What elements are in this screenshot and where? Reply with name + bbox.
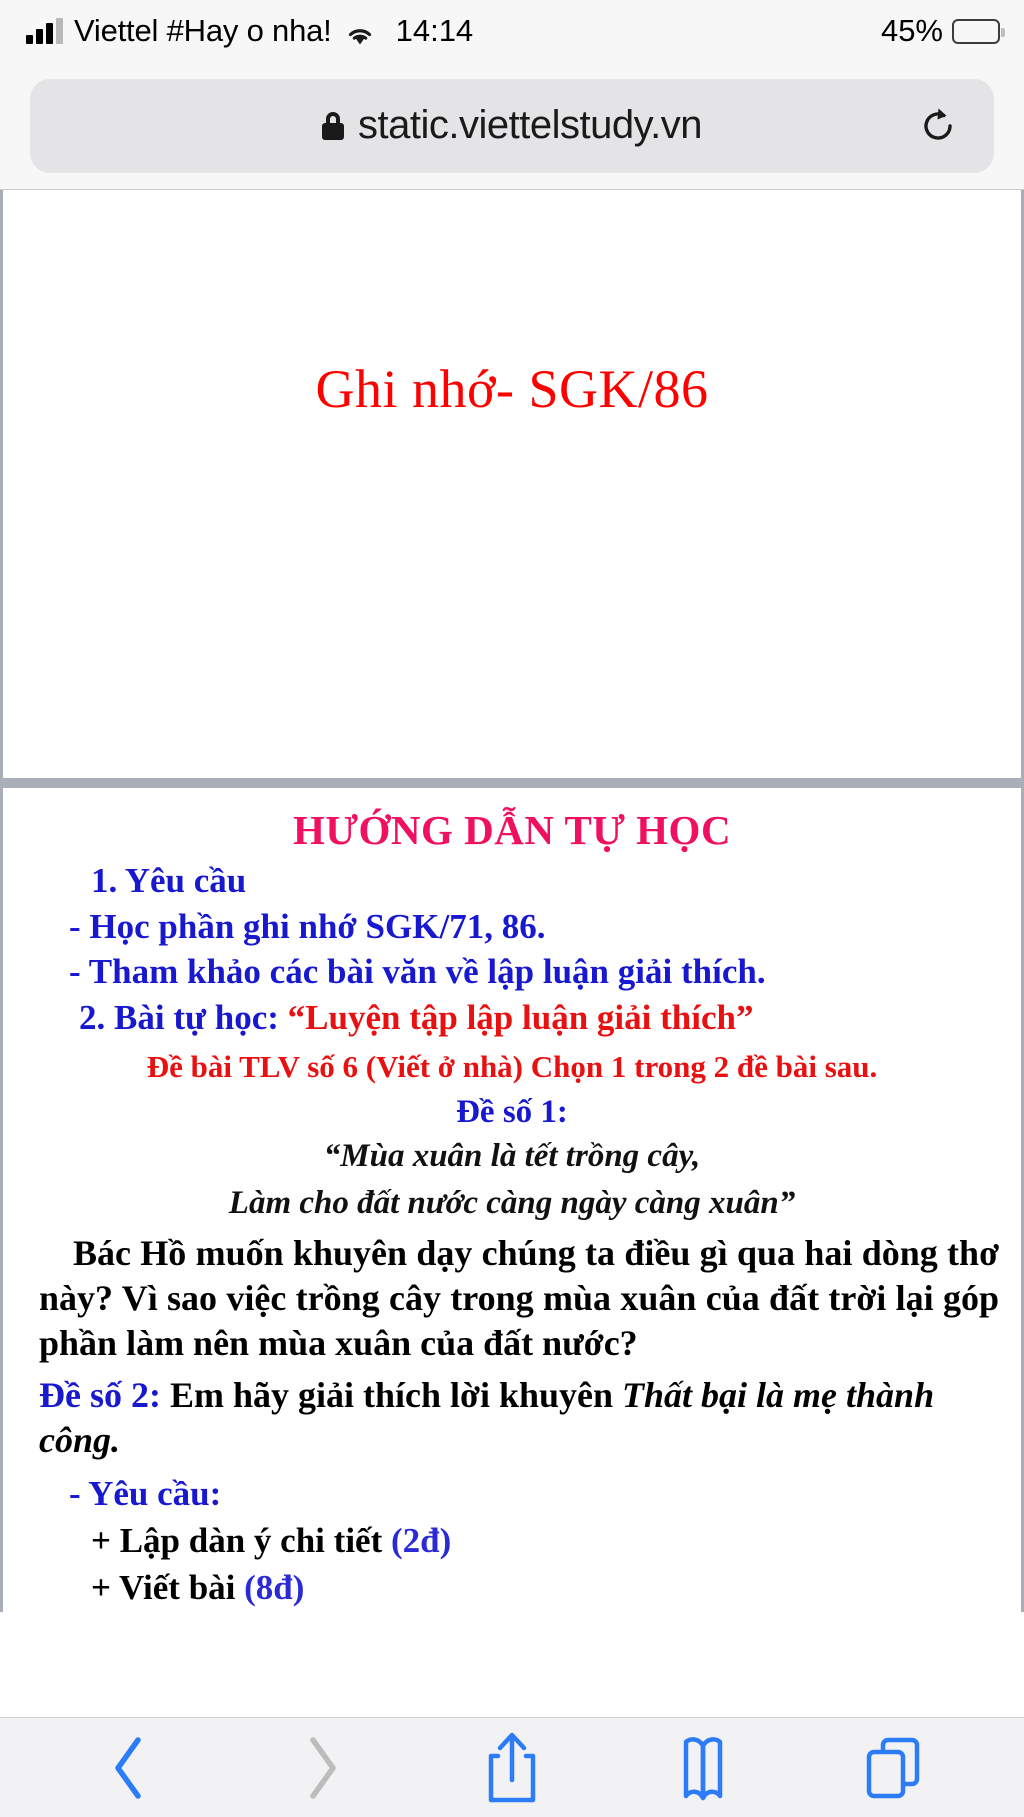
tabs-button[interactable] [849, 1733, 939, 1803]
poem-line-2: Làm cho đất nước càng ngày càng xuân” [228, 1184, 796, 1221]
slide-2 [0, 788, 1024, 1612]
topic-2-text: Em hãy giải thích lời khuyên [160, 1374, 623, 1415]
topic-1-heading: Đề số 1: [456, 1093, 568, 1130]
section-2-separator: : [267, 997, 288, 1037]
slide-1 [0, 190, 1024, 778]
topic-2-quote: Thất bại là mẹ thành công. [39, 1374, 935, 1461]
url-text[interactable]: static.viettelstudy.vn [358, 103, 702, 147]
requirement-1-text: + Lập dàn ý chi tiết [91, 1521, 391, 1561]
topic-1-question: Bác Hồ muốn khuyên dạy chúng ta điều gì qua hai dòng thơ này? Vì sao việc trồng cây trong mùa xuân của đất trời lại góp phần làm nên mùa xuân của đất nước? [39, 1232, 999, 1364]
browser-toolbar-top [0, 62, 1024, 190]
browser-toolbar-bottom [0, 1717, 1024, 1817]
requirement-1-score: (2đ) [390, 1521, 452, 1561]
status-bar-left [26, 13, 473, 49]
slide-2-heading: HƯỚNG DẪN TỰ HỌC [292, 807, 732, 853]
wifi-icon [345, 19, 375, 43]
carrier-label: Viettel #Hay o nha! [74, 13, 332, 48]
slide-separator [0, 778, 1024, 788]
section-1-title: 1. Yêu cầu [91, 861, 247, 900]
assignment-line: Đề bài TLV số 6 (Viết ở nhà) Chọn 1 trong 2 đề bài sau. [146, 1049, 878, 1084]
section-2-label: 2. Bài tự học [79, 997, 268, 1037]
requirements-label: - Yêu cầu: [69, 1474, 222, 1514]
clock-label: 14:14 [395, 13, 474, 48]
back-button[interactable] [85, 1733, 175, 1803]
battery-icon [952, 19, 1000, 44]
slide-1-title: Ghi nhớ- SGK/86 [315, 359, 709, 419]
topic-2-line [17, 1367, 1007, 1464]
status-bar [0, 0, 1024, 62]
section-2-lesson-title: “Luyện tập lập luận giải thích” [287, 997, 754, 1037]
signal-bars-icon [26, 18, 63, 44]
topic-2-heading: Đề số 2: [39, 1374, 161, 1415]
requirement-item-1 [17, 1518, 1007, 1565]
forward-button[interactable] [276, 1733, 366, 1803]
section-2-title [17, 995, 1007, 1041]
requirement-2-score: (8đ) [244, 1568, 305, 1608]
requirement-2-text: + Viết bài [91, 1568, 245, 1608]
battery-percent-label: 45% [880, 13, 943, 48]
requirement-item-2 [17, 1565, 1007, 1612]
web-content-area[interactable] [0, 190, 1024, 1717]
bookmarks-button[interactable] [658, 1733, 748, 1803]
bullet-item-2: - Tham khảo các bài văn về lập luận giải thích. [69, 952, 766, 991]
lock-icon [322, 112, 344, 140]
share-button[interactable] [467, 1733, 557, 1803]
bullet-item-1: - Học phần ghi nhớ SGK/71, 86. [69, 906, 546, 946]
status-bar-right [881, 13, 1000, 49]
poem-line-1: “Mùa xuân là tết trồng cây, [323, 1137, 701, 1174]
reload-icon[interactable] [916, 104, 960, 148]
address-bar[interactable] [30, 79, 994, 173]
